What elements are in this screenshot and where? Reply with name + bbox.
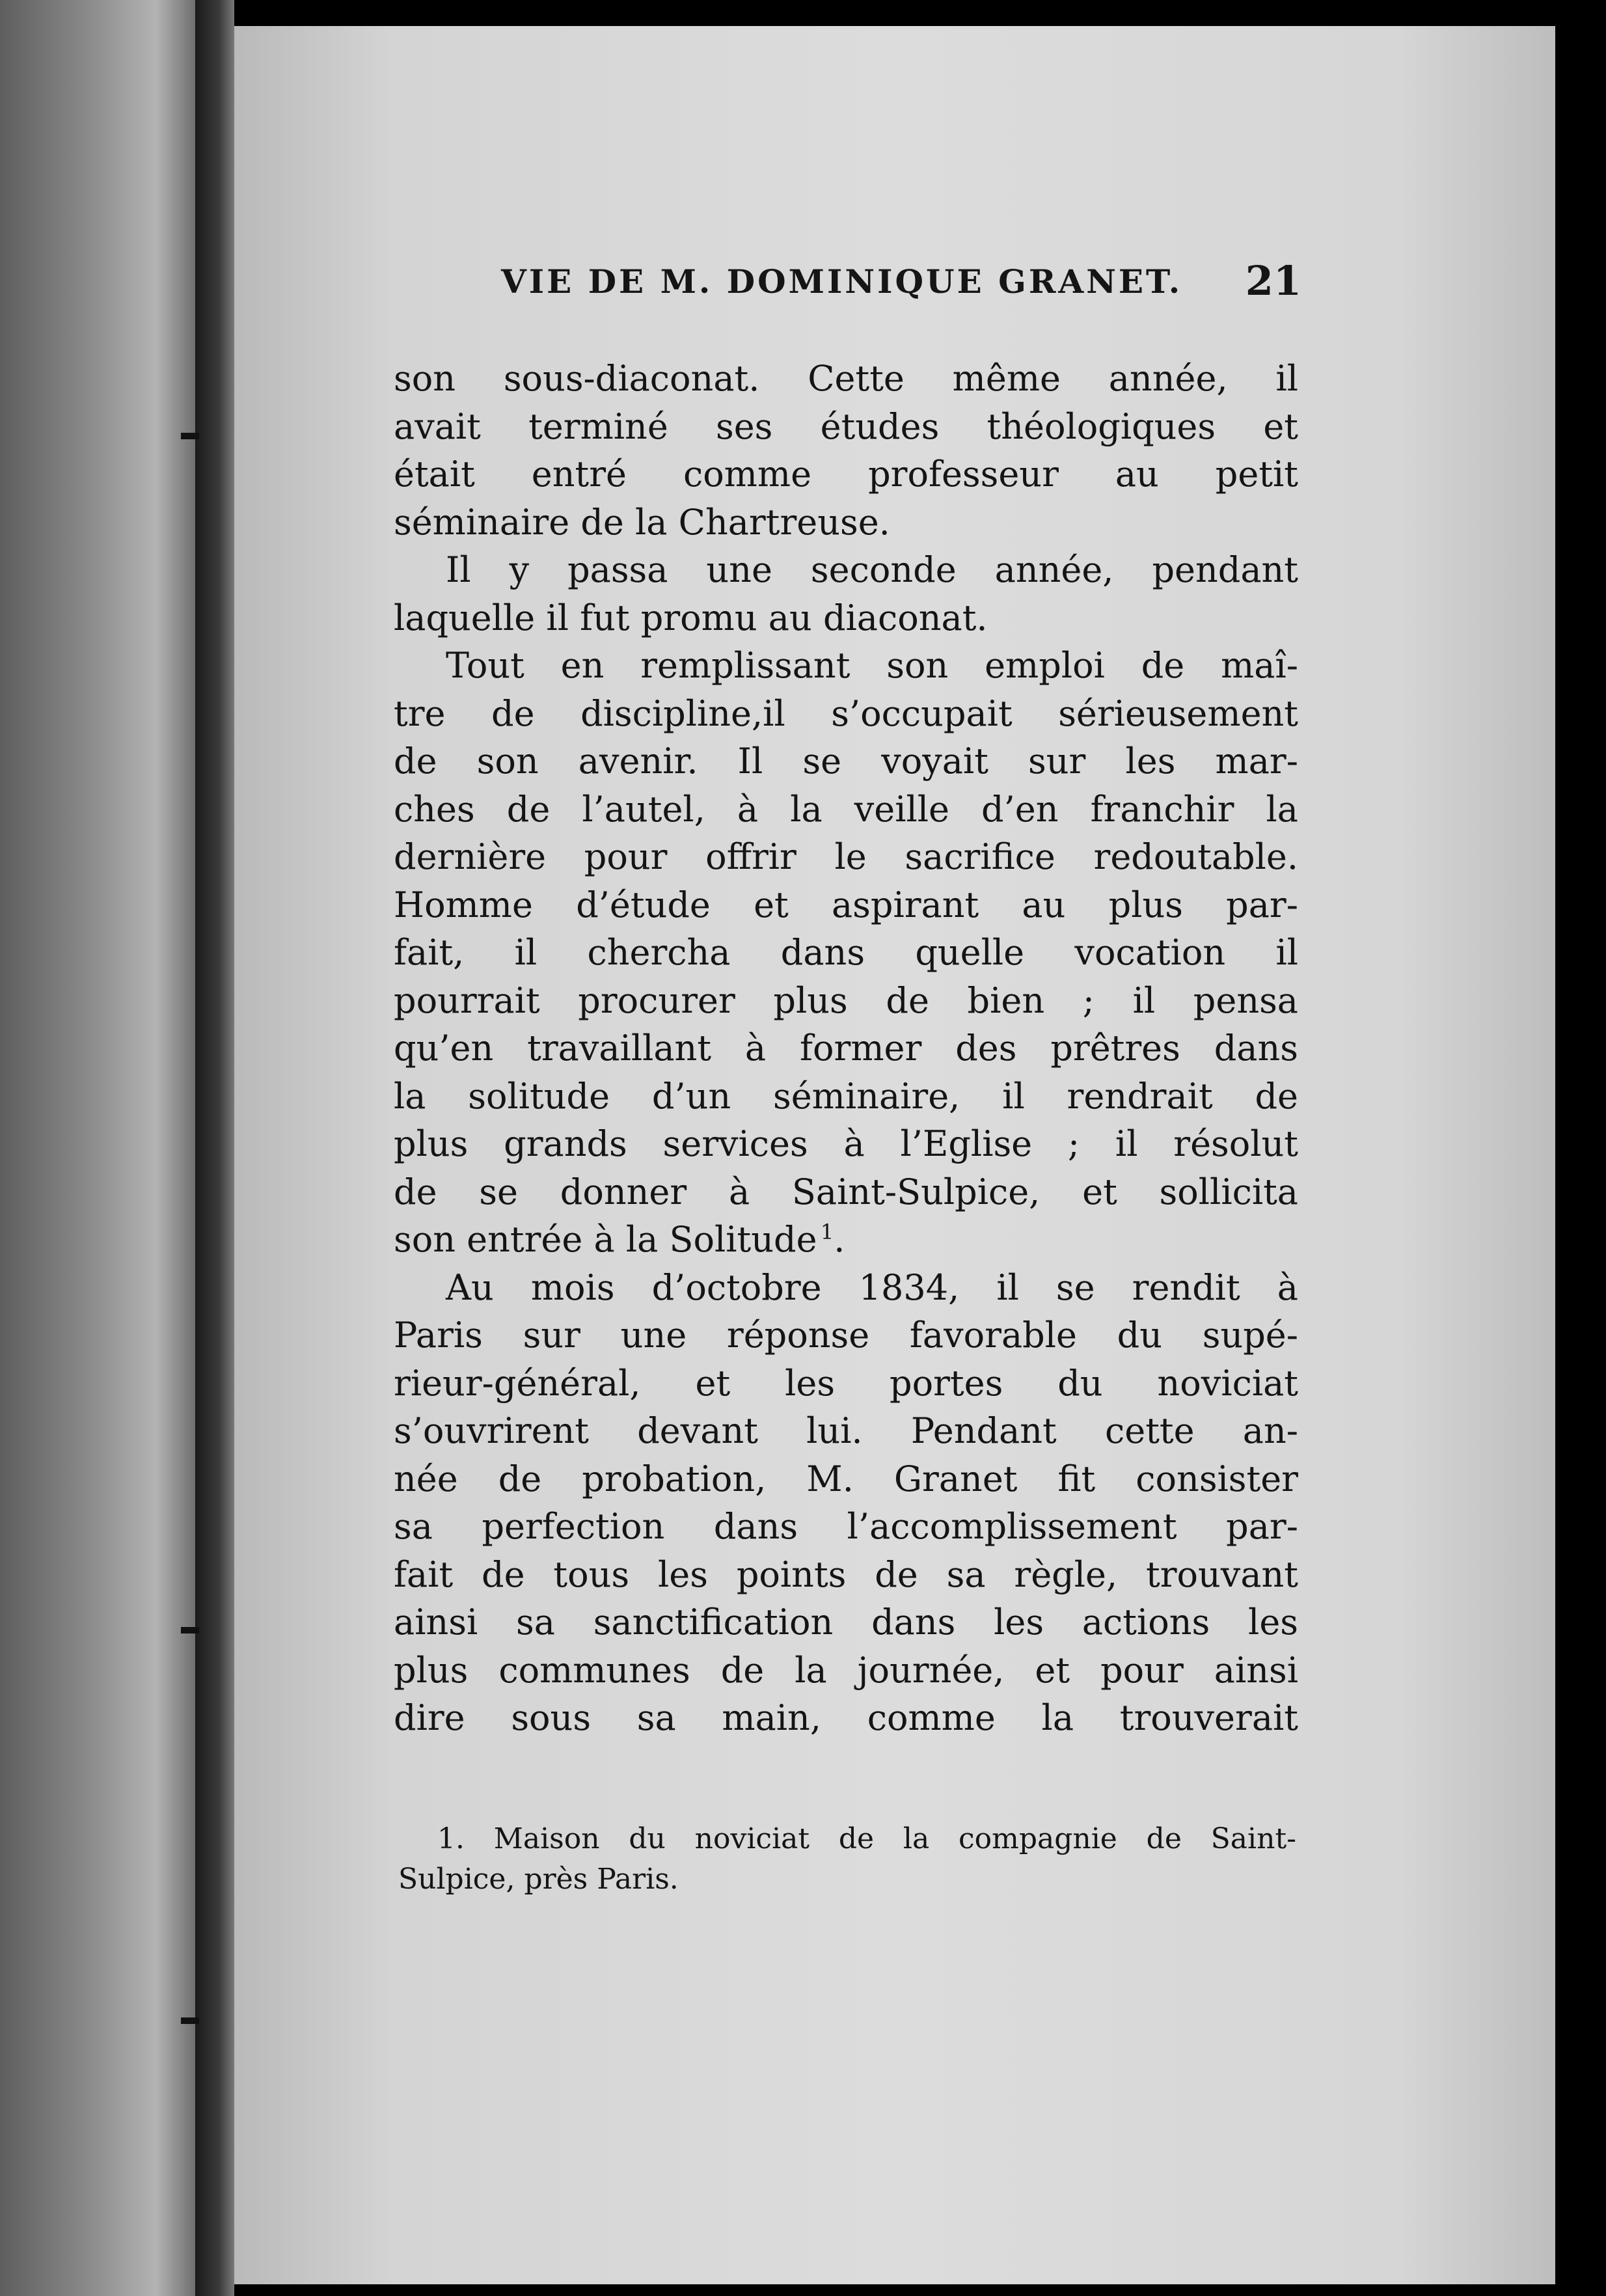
text-line: sa perfection dans l’accomplissement par-	[394, 1506, 1298, 1547]
binding-stitch-marks	[174, 0, 207, 2296]
text-line: Au mois d’octobre 1834, il se rendit à	[446, 1266, 1298, 1308]
text-line: s’ouvrirent devant lui. Pendant cette an-	[394, 1410, 1298, 1451]
text-line	[394, 1216, 1298, 1264]
text-line: ches de l’autel, à la veille d’en franchir la	[394, 788, 1298, 830]
text-line: pourrait procurer plus de bien ; il pensa	[394, 979, 1298, 1021]
page-number: 21	[1245, 257, 1301, 305]
text-line: née de probation, M. Granet fit consister	[394, 1458, 1298, 1499]
text-line: dire sous sa main, comme la trouverait	[394, 1697, 1298, 1738]
text-line: Paris sur une réponse favorable du supé-	[394, 1315, 1298, 1356]
text-line: qu’en travaillant à former des prêtres dans	[394, 1028, 1298, 1069]
text-line: fait de tous les points de sa règle, trouvant	[394, 1553, 1298, 1595]
text-line: Homme d’étude et aspirant au plus par-	[394, 884, 1298, 925]
text-line: séminaire de la Chartreuse.	[394, 501, 890, 543]
text-line: était entré comme professeur au petit	[394, 454, 1298, 495]
text-line: ainsi sa sanctification dans les actions les	[394, 1602, 1298, 1643]
footnote-line: 1. Maison du noviciat de la compagnie de Saint-	[437, 1822, 1296, 1855]
page-border-right	[1555, 0, 1606, 2296]
body-text	[394, 355, 1298, 1742]
text-line: de se donner à Saint-Sulpice, et sollicita	[394, 1171, 1298, 1212]
text-line: Il y passa une seconde année, pendant	[446, 549, 1298, 590]
text-line-content: son entrée à la Solitude	[394, 1219, 817, 1260]
text-line: dernière pour offrir le sacrifice redoutable.	[394, 836, 1298, 877]
paragraph	[394, 355, 1298, 546]
text-line: son sous-diaconat. Cette même année, il	[394, 358, 1298, 399]
text-line: avait terminé ses études théologiques et	[394, 405, 1298, 447]
text-line: tre de discipline,il s’occupait sérieusement	[394, 692, 1298, 734]
text-line: plus grands services à l’Eglise ; il résolut	[394, 1123, 1298, 1164]
text-line: fait, il chercha dans quelle vocation il	[394, 932, 1298, 973]
facing-page-edge	[0, 0, 195, 2296]
paragraph	[394, 1264, 1298, 1742]
footnote-reference-tail: .	[834, 1219, 845, 1260]
footnote-reference: 1	[820, 1220, 834, 1244]
text-line: rieur-général, et les portes du noviciat	[394, 1362, 1298, 1404]
paragraph	[394, 546, 1298, 642]
text-line: de son avenir. Il se voyait sur les mar-	[394, 741, 1298, 782]
text-line: plus communes de la journée, et pour ainsi	[394, 1649, 1298, 1691]
footnote	[398, 1819, 1296, 1900]
running-header	[501, 257, 1301, 303]
footnote-line: Sulpice, près Paris.	[398, 1863, 679, 1896]
text-line: laquelle il fut promu au diaconat.	[394, 597, 988, 638]
running-title: VIE DE M. DOMINIQUE GRANET.	[501, 262, 1183, 301]
paragraph	[394, 642, 1298, 1264]
text-line: la solitude d’un séminaire, il rendrait de	[394, 1075, 1298, 1117]
text-line: Tout en remplissant son emploi de maî-	[446, 645, 1298, 686]
